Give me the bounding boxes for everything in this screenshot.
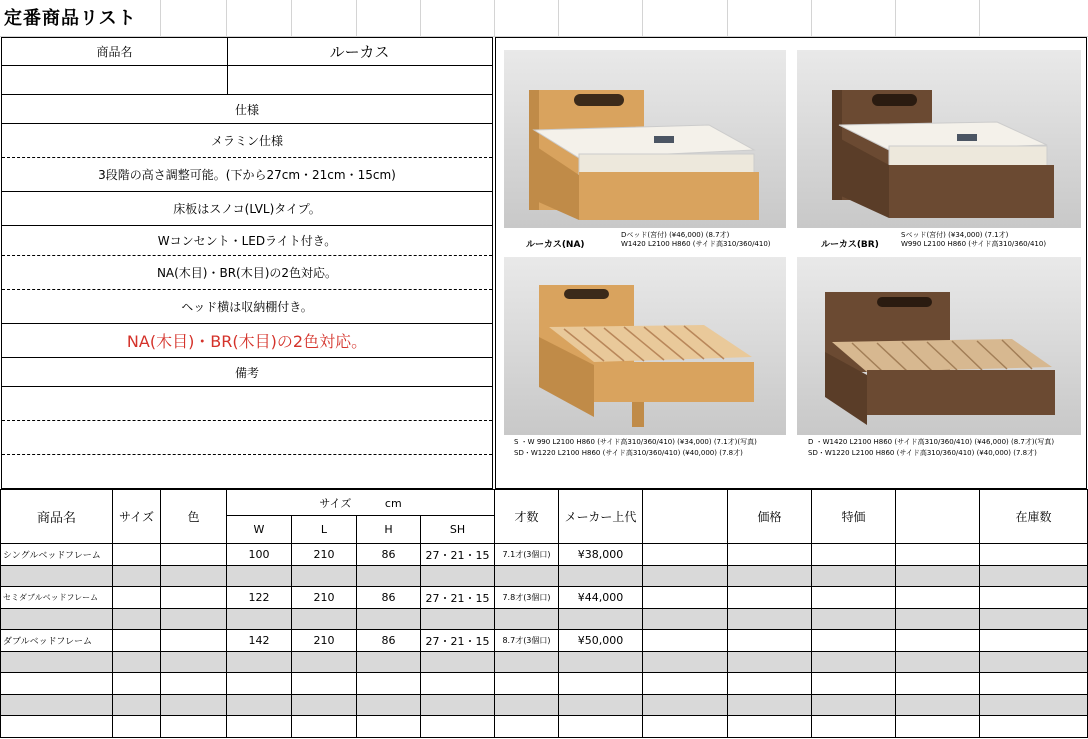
- notes-line-1[interactable]: [2, 387, 492, 421]
- photo-br-bed: [797, 50, 1081, 228]
- header-name: 商品名: [1, 490, 113, 544]
- feature-colors[interactable]: NA(木目)・BR(木目)の2色対応。: [2, 256, 492, 290]
- feature-slat[interactable]: 床板はスノコ(LVL)タイプ。: [2, 192, 492, 226]
- table-row: [1, 630, 1088, 652]
- feature-height[interactable]: 3段階の高さ調整可能。(下から27cm・21cm・15cm): [2, 158, 492, 192]
- photo-na-bed: [504, 50, 786, 228]
- notes-line-2[interactable]: [2, 421, 492, 455]
- photo-br-slat-caption-1: D ・W1420 L2100 H860 (サイド高310/360/410) (¥46,000) (8.7才)(写真): [808, 438, 1055, 446]
- row-semidouble-name[interactable]: セミダブルベッドフレーム: [1, 587, 113, 609]
- header-color: 色: [161, 490, 227, 544]
- photo-na-caption-2: W1420 L2100 H860 (サイド高310/360/410): [621, 240, 771, 248]
- row-semidouble-volume[interactable]: 7.8才(3個口): [495, 587, 559, 609]
- product-table: [0, 489, 1088, 738]
- product-name-row: [2, 38, 492, 66]
- row-double-sh[interactable]: 27・21・15: [421, 630, 495, 652]
- empty-name-row: [2, 66, 492, 95]
- row-double-l[interactable]: 210: [292, 630, 357, 652]
- photo-na-name: ルーカス(NA): [526, 240, 585, 250]
- header-sh: SH: [421, 516, 495, 544]
- photo-na-slat-caption-2: SD・W1220 L2100 H860 (サイド高310/360/410) (¥40,000) (7.8才): [514, 449, 743, 457]
- row-double-w[interactable]: 142: [227, 630, 292, 652]
- slat-br-illustration: [797, 257, 1081, 435]
- notes-heading: 備考: [2, 358, 492, 387]
- highlight-colors[interactable]: NA(木目)・BR(木目)の2色対応。: [2, 324, 492, 358]
- row-single-sh[interactable]: 27・21・15: [421, 544, 495, 566]
- feature-outlet[interactable]: Wコンセント・LEDライト付き。: [2, 226, 492, 256]
- header-w: W: [227, 516, 292, 544]
- row-single-l[interactable]: 210: [292, 544, 357, 566]
- table-row: [1, 695, 1088, 716]
- product-name-label: 商品名: [2, 38, 228, 65]
- bed-na-illustration: [504, 50, 786, 228]
- table-row: [1, 716, 1088, 738]
- table-row: [1, 673, 1088, 695]
- photo-br-caption-2: W990 L2100 H860 (サイド高310/360/410): [901, 240, 1047, 248]
- product-name-value[interactable]: ルーカス: [329, 43, 390, 61]
- header-maker-price: メーカー上代: [559, 490, 643, 544]
- row-double-name[interactable]: ダブルベッドフレーム: [1, 630, 113, 652]
- feature-shelf[interactable]: ヘッド横は収納棚付き。: [2, 290, 492, 324]
- row-single-volume[interactable]: 7.1才(3個口): [495, 544, 559, 566]
- table-row: [1, 609, 1088, 630]
- table-row: [1, 566, 1088, 587]
- feature-melamine[interactable]: メラミン仕様: [2, 124, 492, 158]
- photo-br-slat: [797, 257, 1081, 435]
- row-semidouble-h[interactable]: 86: [357, 587, 421, 609]
- row-semidouble-w[interactable]: 122: [227, 587, 292, 609]
- header-dimensions: [227, 490, 495, 516]
- photo-br-caption-1: Sベッド(宮付) (¥34,000) (7.1才): [901, 231, 1009, 239]
- header-price: 価格: [728, 490, 812, 544]
- photo-br-slat-caption-2: SD・W1220 L2100 H860 (サイド高310/360/410) (¥40,000) (7.8才): [808, 449, 1037, 457]
- row-single-w[interactable]: 100: [227, 544, 292, 566]
- notes-line-3[interactable]: [2, 455, 492, 488]
- row-single-h[interactable]: 86: [357, 544, 421, 566]
- bed-br-illustration: [797, 50, 1081, 228]
- photo-na-caption-1: Dベッド(宮付) (¥46,000) (8.7才): [621, 231, 730, 239]
- table-row: [1, 587, 1088, 609]
- row-double-h[interactable]: 86: [357, 630, 421, 652]
- row-semidouble-maker-price[interactable]: ¥44,000: [559, 587, 643, 609]
- spec-panel: [1, 37, 493, 489]
- slat-na-illustration: [504, 257, 786, 435]
- header-dimensions-label: サイズ: [319, 496, 352, 510]
- row-double-maker-price[interactable]: ¥50,000: [559, 630, 643, 652]
- row-semidouble-sh[interactable]: 27・21・15: [421, 587, 495, 609]
- table-row: [1, 652, 1088, 673]
- row-single-name[interactable]: シングルベッドフレーム: [1, 544, 113, 566]
- photo-na-slat: [504, 257, 786, 435]
- row-single-maker-price[interactable]: ¥38,000: [559, 544, 643, 566]
- row-double-volume[interactable]: 8.7才(3個口): [495, 630, 559, 652]
- header-size: サイズ: [113, 490, 161, 544]
- header-stock: 在庫数: [980, 490, 1088, 544]
- header-volume: 才数: [495, 490, 559, 544]
- table-row: [1, 544, 1088, 566]
- header-special: 特価: [812, 490, 896, 544]
- photo-na-slat-caption-1: S ・W 990 L2100 H860 (サイド高310/360/410) (¥34,000) (7.1才)(写真): [514, 438, 757, 446]
- sheet-title: 定番商品リスト: [4, 8, 137, 29]
- row-semidouble-l[interactable]: 210: [292, 587, 357, 609]
- header-l: L: [292, 516, 357, 544]
- photo-br-name: ルーカス(BR): [821, 240, 879, 250]
- product-photos: [495, 37, 1087, 489]
- spec-heading: 仕様: [2, 95, 492, 124]
- header-dimensions-unit: cm: [384, 496, 402, 510]
- header-h: H: [357, 516, 421, 544]
